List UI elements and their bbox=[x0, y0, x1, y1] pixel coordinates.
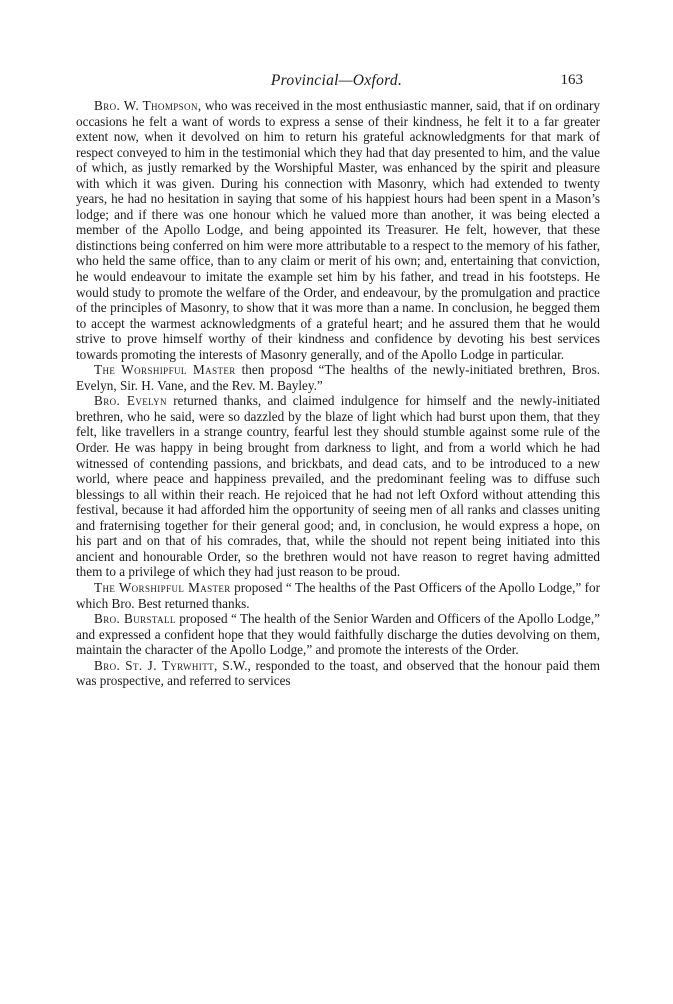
speaker-name: The Worshipful Master bbox=[94, 579, 231, 595]
running-head bbox=[0, 72, 673, 96]
paragraph-text: who was received in the most enthusiastic manner, said, that if on ordinary occasions he felt a want of words to express a sense of their kindness, he felt it to a far greater extent now, when it devolved on him to return his grateful acknowledgments for that mark of respect conveyed to him in the testimonial which they had that day presented to him, and the value of which, as justly remarked by the Worshipful Master, was enhanced by the spirit and pleasure with which it was given. During his connection with Masonry, which had extended to twenty years, he had no hesitation in saying that some of his happiest hours had been spent in a Mason’s lodge; and if there was one honour which he valued more than another, it was being elected a member of the Apollo Lodge, and being appointed its Treasurer. He felt, however, that these distinctions being conferred on him were more attributable to a respect to the memory of his father, who held the same office, than to any claim or merit of his own; and, entertaining that conviction, he would endeavour to imitate the example set him by his father, and tread in his footsteps. He would study to promote the welfare of the Order, and endeavour, by the promulgation and practice of the principles of Masonry, to show that it was more than a name. In conclusion, he begged them to accept the warmest acknowledgments of a grateful heart; and he assured them that he would strive to prove himself worthy of their kindness and confidence by devoting his best services towards promoting the interests of Masonry generally, and of the Apollo Lodge in particular. bbox=[76, 98, 600, 362]
paragraph-evelyn bbox=[76, 393, 600, 580]
paragraph-thompson bbox=[76, 98, 600, 362]
paragraph-burstall bbox=[76, 611, 600, 658]
body-text bbox=[76, 98, 600, 689]
speaker-name: Bro. Evelyn bbox=[94, 393, 167, 409]
speaker-name: Bro. W. Thompson, bbox=[94, 98, 202, 113]
speaker-name: Bro. St. J. Tyrwhitt, bbox=[94, 657, 218, 673]
paragraph-text: proposed “ The health of the Senior Warden and Officers of the Apollo Lodge,” and expressed a confident hope that they would faithfully discharge the duties devolving on them, maintain the character of the Apollo Lodge,” and promote the interests of the Order. bbox=[76, 611, 600, 658]
speaker-name: The Worshipful Master bbox=[94, 362, 236, 378]
paragraph-master-toast-1 bbox=[76, 362, 600, 393]
paragraph-text: then proposd “The healths of the newly-initiated brethren, Bros. Evelyn, Sir. H. Vane, and the Rev. M. Bayley.” bbox=[76, 362, 600, 393]
running-title: Provincial—Oxford. bbox=[270, 72, 403, 89]
speaker-name: Bro. Burstall bbox=[94, 611, 176, 627]
paragraph-tyrwhitt bbox=[76, 658, 600, 689]
page-number: 163 bbox=[560, 72, 583, 88]
paragraph-text: proposed “ The healths of the Past Officers of the Apollo Lodge,” for which Bro. Best returned thanks. bbox=[76, 579, 601, 611]
paragraph-text: S.W., responded to the toast, and observed that the honour paid them was prospective, and referred to services bbox=[76, 657, 600, 689]
paragraph-text: returned thanks, and claimed indulgence for himself and the newly-initiated brethren, who he said, were so dazzled by the blaze of light which had burst upon them, that they felt, like travellers in a strange country, fearful lest they should stumble against some rule of the Order. He was happy in being brought from darkness to light, and from a world which he had witnessed of contending passions, and brickbats, and dead cats, and to be introduced to a new world, where peace and happiness prevailed, and the predominant feeling was to diffuse such blessings to all within their reach. He rejoiced that he had not left Oxford without attending this festival, because it had afforded him the opportunity of seeing men of all ranks and classes uniting and fraternising together for their general good; and, in conclusion, he would express a hope, on his part and on that of his comrades, that, while the should not repent being initiated into this ancient and honourable Order, so the brethren would not have reason to regret having admitted them to a privilege of which they had just reason to be proud. bbox=[76, 393, 600, 580]
paragraph-master-toast-2 bbox=[76, 580, 600, 611]
